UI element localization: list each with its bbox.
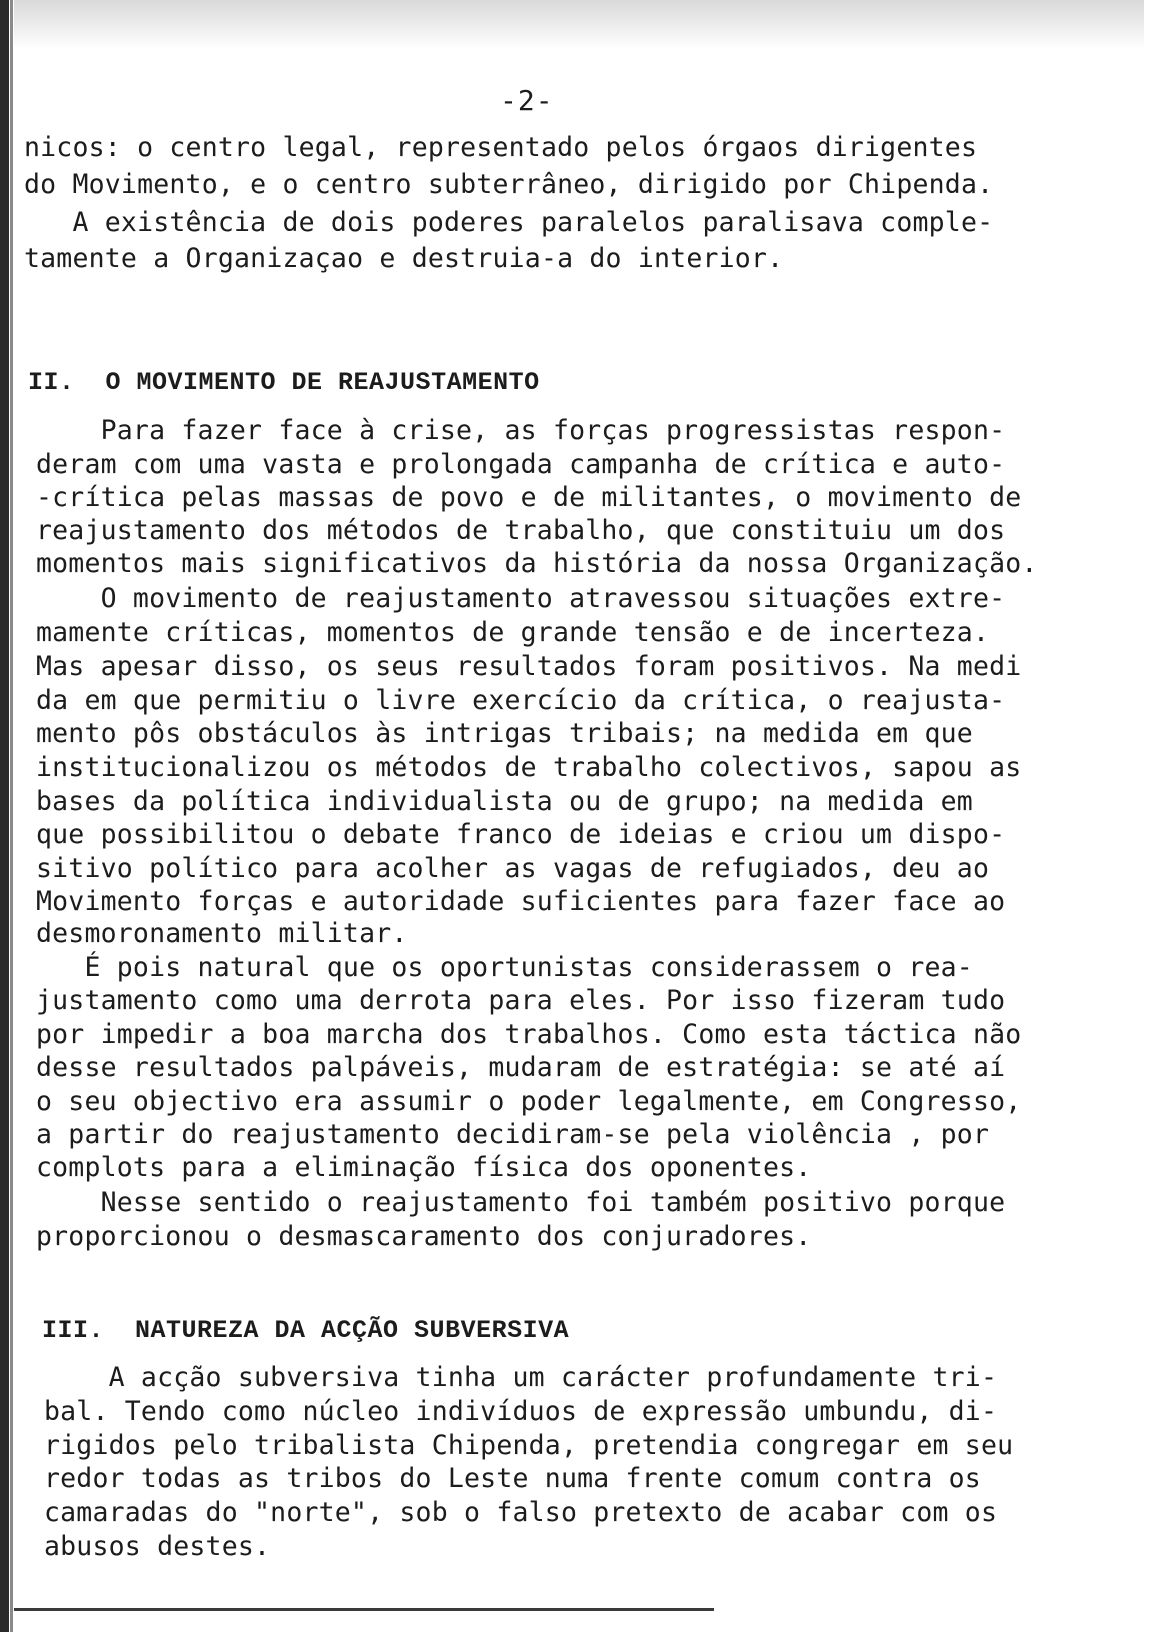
body-line: institucionalizou os métodos de trabalho colectivos, sapou as xyxy=(36,752,1022,783)
body-line: por impedir a boa marcha dos trabalhos. Como esta táctica não xyxy=(36,1019,1022,1050)
body-line: Mas apesar disso, os seus resultados foram positivos. Na medi xyxy=(36,651,1022,682)
intro-line: tamente a Organizaçao e destruia-a do interior. xyxy=(24,243,784,274)
body-line: A acção subversiva tinha um carácter profundamente tri- xyxy=(44,1362,998,1393)
body-line: Para fazer face à crise, as forças progressistas respon- xyxy=(36,415,1006,446)
intro-line: do Movimento, e o centro subterrâneo, dirigido por Chipenda. xyxy=(24,169,994,200)
intro-line: nicos: o centro legal, representado pelos órgaos dirigentes xyxy=(24,132,978,163)
section-heading-reajustamento: II. O MOVIMENTO DE REAJUSTAMENTO xyxy=(28,368,540,397)
body-line: complots para a eliminação física dos oponentes. xyxy=(36,1152,812,1183)
body-line: camaradas do "norte", sob o falso pretexto de acabar com os xyxy=(44,1497,998,1528)
page-left-edge-line xyxy=(10,0,13,1632)
body-line: redor todas as tribos do Leste numa frente comum contra os xyxy=(44,1463,981,1494)
body-line: -crítica pelas massas de povo e de militantes, o movimento de xyxy=(36,482,1022,513)
body-line: mamente críticas, momentos de grande tensão e de incerteza. xyxy=(36,617,990,648)
body-line: a partir do reajustamento decidiram-se pela violência , por xyxy=(36,1119,990,1150)
body-line: desmoronamento militar. xyxy=(36,918,408,949)
body-line: Movimento forças e autoridade suficientes para fazer face ao xyxy=(36,886,1006,917)
body-line: sitivo político para acolher as vagas de refugiados, deu ao xyxy=(36,853,990,884)
page-number: -2- xyxy=(500,84,554,117)
body-line: bases da política individualista ou de grupo; na medida em xyxy=(36,786,973,817)
page-left-edge-shadow xyxy=(0,0,9,1632)
body-line: mento pôs obstáculos às intrigas tribais; na medida em que xyxy=(36,718,973,749)
scan-top-smudge xyxy=(14,0,1144,50)
body-line: justamento como uma derrota para eles. Por isso fizeram tudo xyxy=(36,985,1006,1016)
body-line: O movimento de reajustamento atravessou situações extre- xyxy=(36,583,1006,614)
body-line: desse resultados palpáveis, mudaram de estratégia: se até aí xyxy=(36,1052,1006,1083)
body-line: abusos destes. xyxy=(44,1531,271,1562)
body-line: deram com uma vasta e prolongada campanha de crítica e auto- xyxy=(36,449,1006,480)
body-line: É pois natural que os oportunistas considerassem o rea- xyxy=(36,952,973,983)
body-line: que possibilitou o debate franco de ideias e criou um dispo- xyxy=(36,819,1006,850)
intro-line: A existência de dois poderes paralelos paralisava comple- xyxy=(24,207,994,238)
body-line: bal. Tendo como núcleo indivíduos de expressão umbundu, di- xyxy=(44,1396,998,1427)
body-line: reajustamento dos métodos de trabalho, que constituiu um dos xyxy=(36,515,1006,546)
body-line: Nesse sentido o reajustamento foi também positivo porque xyxy=(36,1187,1006,1218)
body-line: rigidos pelo tribalista Chipenda, pretendia congregar em seu xyxy=(44,1430,1014,1461)
body-line: proporcionou o desmascaramento dos conjuradores. xyxy=(36,1221,812,1252)
body-line: momentos mais significativos da história da nossa Organização. xyxy=(36,548,1038,579)
section-heading-accao-subversiva: III. NATUREZA DA ACÇÃO SUBVERSIVA xyxy=(42,1316,570,1345)
bottom-border-line xyxy=(14,1608,714,1611)
body-line: da em que permitiu o livre exercício da crítica, o reajusta- xyxy=(36,685,1006,716)
body-line: o seu objectivo era assumir o poder legalmente, em Congresso, xyxy=(36,1086,1022,1117)
